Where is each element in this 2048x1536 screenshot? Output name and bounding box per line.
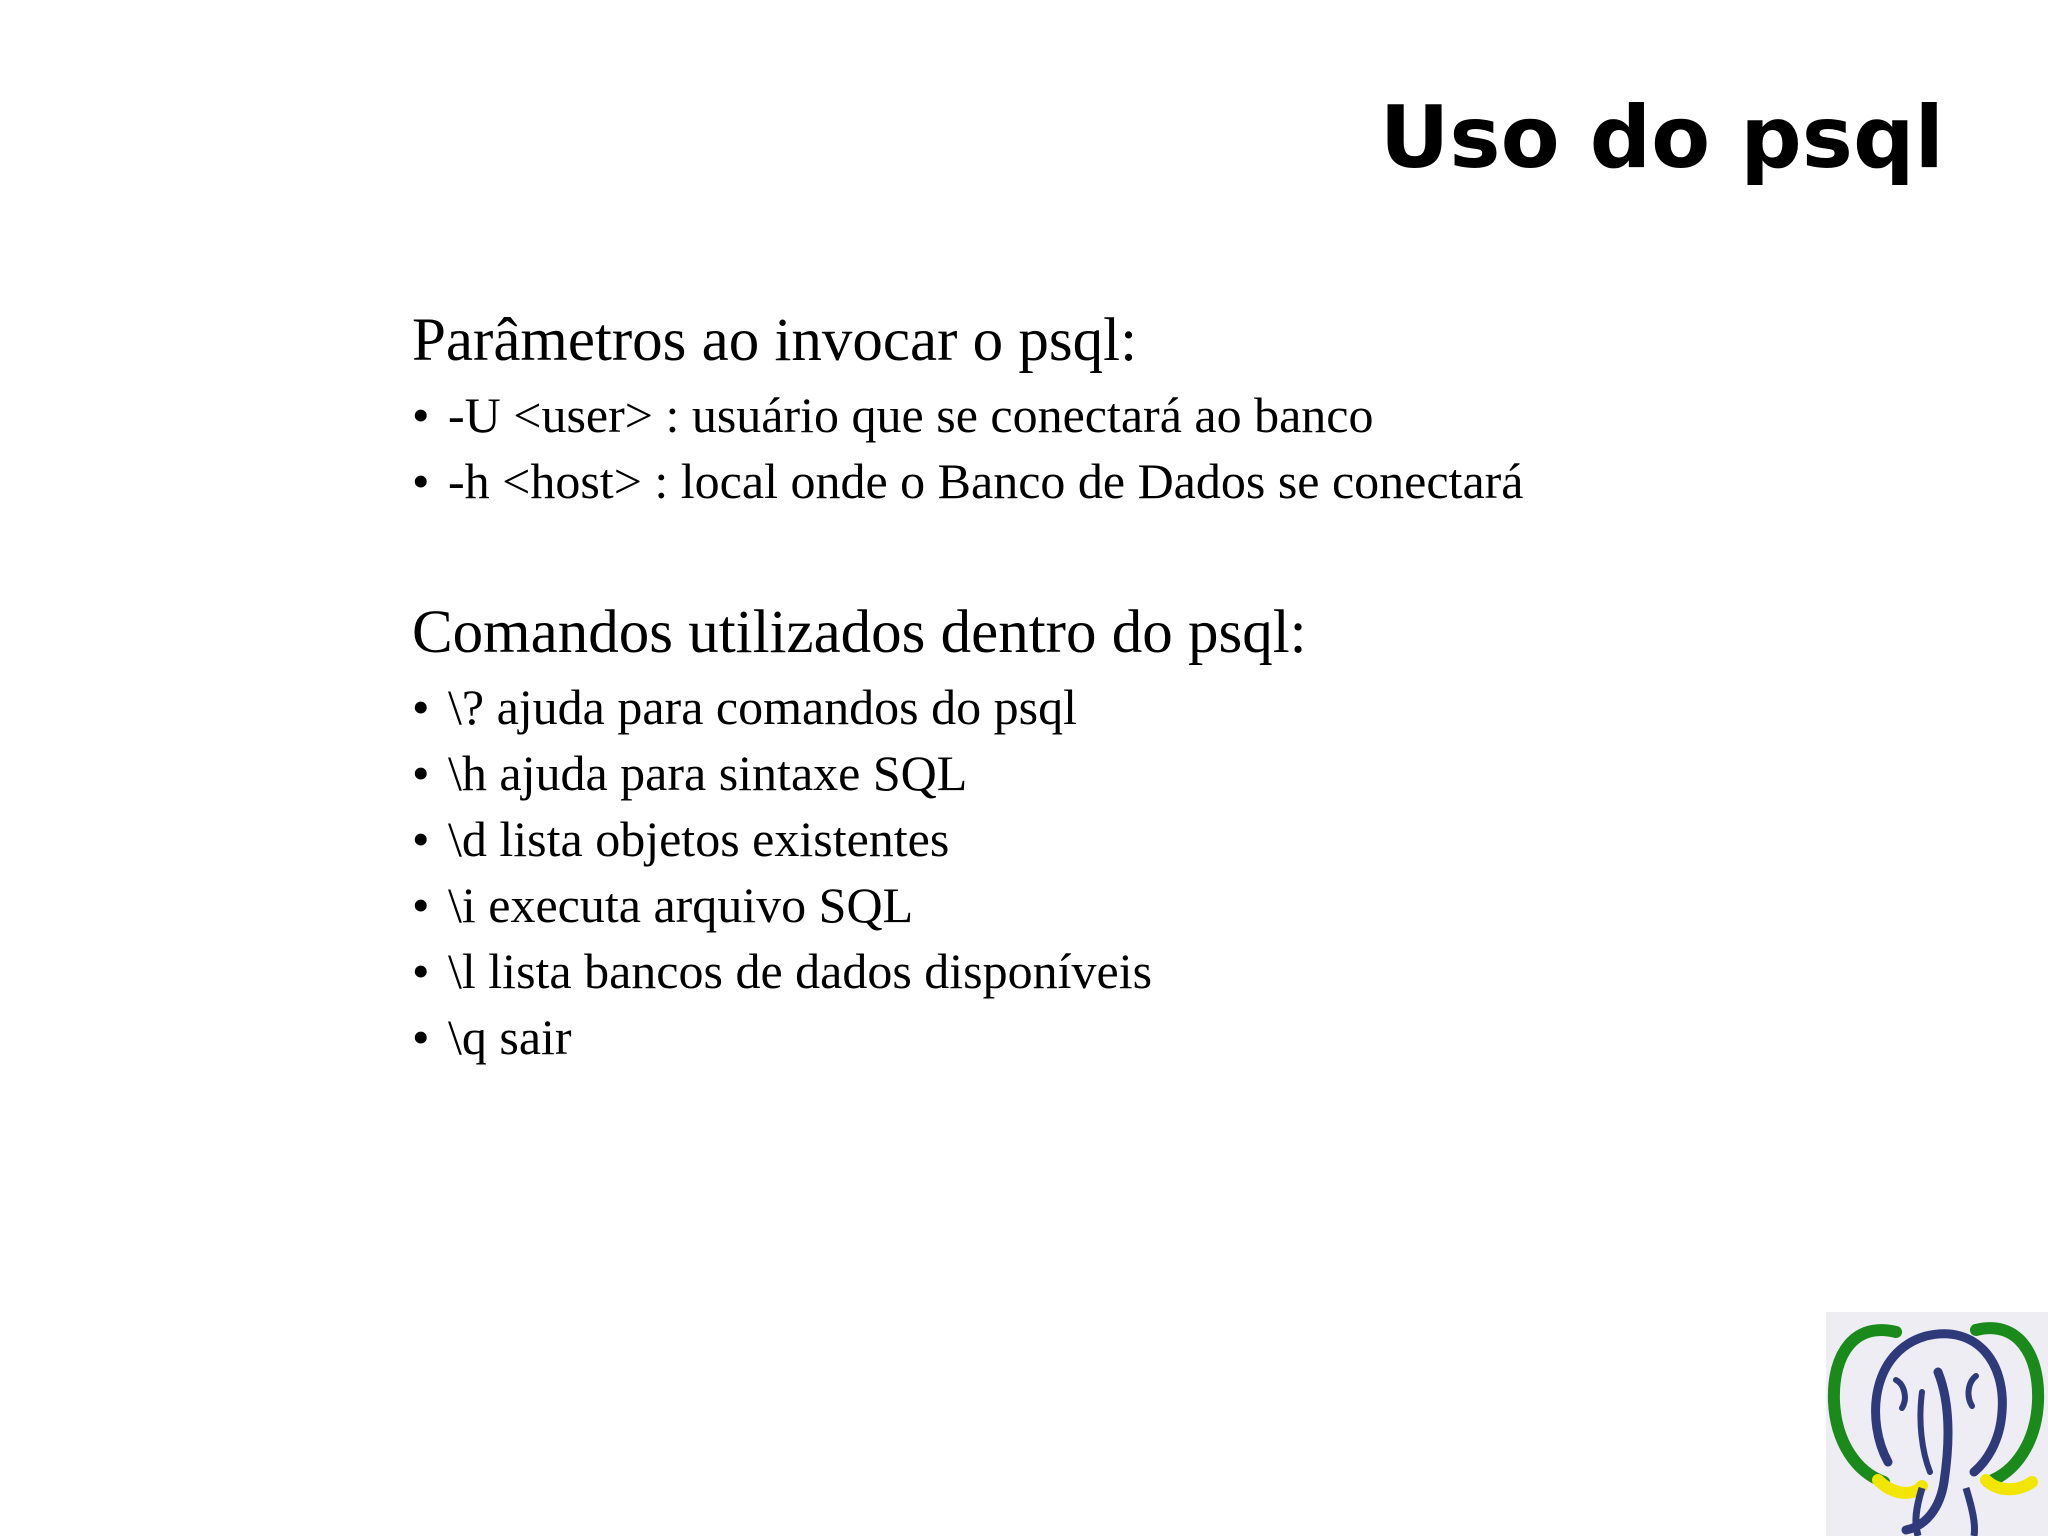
- list-item: [412, 806, 1862, 872]
- bullet-icon: •: [412, 943, 430, 999]
- list-item: [412, 938, 1862, 1004]
- slide-content: [412, 300, 1862, 1070]
- bullet-icon: •: [412, 453, 430, 509]
- list-item: [412, 872, 1862, 938]
- list-item: [412, 1004, 1862, 1070]
- list-item-text: -U <user> : usuário que se conectará ao banco: [448, 387, 1374, 443]
- list-item: [412, 448, 1862, 514]
- bullet-icon: •: [412, 877, 430, 933]
- bullet-icon: •: [412, 745, 430, 801]
- list-item-text: -h <host> : local onde o Banco de Dados se conectará: [448, 453, 1524, 509]
- section-spacer: [412, 514, 1862, 592]
- list-item-text: \? ajuda para comandos do psql: [448, 679, 1077, 735]
- bullet-icon: •: [412, 679, 430, 735]
- section-heading-commands: Comandos utilizados dentro do psql:: [412, 599, 1307, 666]
- list-item-text: \q sair: [448, 1009, 572, 1065]
- list-item: [412, 674, 1862, 740]
- slide-title: Uso do psql: [1379, 88, 1944, 188]
- postgresql-elephant-icon: [1826, 1312, 2048, 1536]
- bullet-icon: •: [412, 387, 430, 443]
- section-heading-parameters: Parâmetros ao invocar o psql:: [412, 307, 1138, 374]
- list-item-text: \l lista bancos de dados disponíveis: [448, 943, 1153, 999]
- bullet-icon: •: [412, 811, 430, 867]
- list-item: [412, 740, 1862, 806]
- parameters-list: [412, 382, 1862, 514]
- bullet-icon: •: [412, 1009, 430, 1065]
- commands-list: [412, 674, 1862, 1070]
- list-item-text: \i executa arquivo SQL: [448, 877, 914, 933]
- list-item: [412, 382, 1862, 448]
- list-item-text: \d lista objetos existentes: [448, 811, 950, 867]
- list-item-text: \h ajuda para sintaxe SQL: [448, 745, 968, 801]
